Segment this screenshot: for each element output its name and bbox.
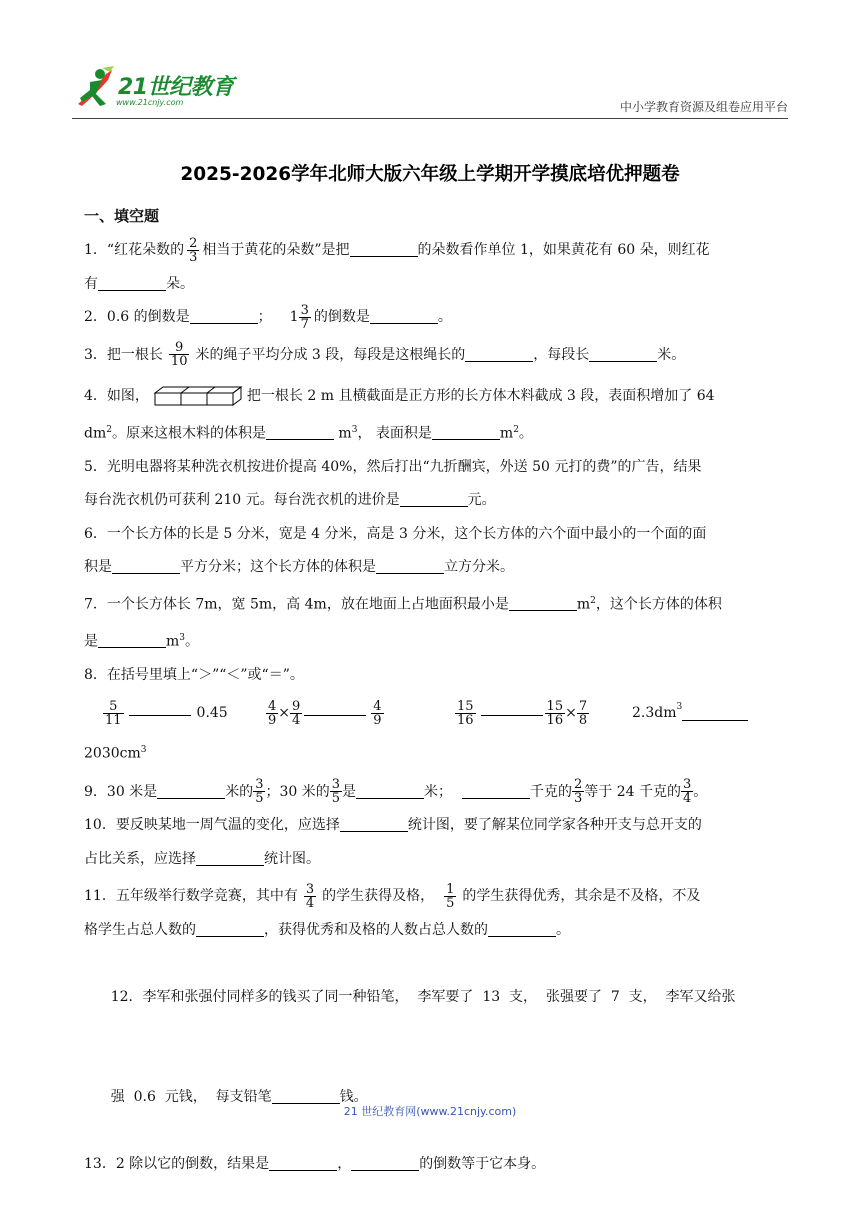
comparison-3 — [452, 697, 632, 731]
question-text: 的朵数看作单位 1，如果黄花有 60 朵，则红花 — [417, 242, 710, 258]
question-text: 格学生占总人数的 — [84, 921, 196, 938]
question-number: 9． — [84, 783, 107, 800]
question-text: ， — [337, 1156, 352, 1173]
footer-link[interactable]: 21 世纪教育网(www.21cnjy.com) — [343, 1105, 517, 1118]
answer-blank[interactable] — [196, 922, 264, 937]
answer-blank[interactable] — [462, 784, 530, 799]
question-4 — [84, 380, 778, 414]
answer-blank[interactable] — [356, 784, 424, 799]
question-number: 7． — [84, 596, 107, 613]
answer-blank[interactable] — [98, 633, 166, 648]
question-text: dm — [84, 425, 107, 442]
answer-blank[interactable] — [589, 347, 657, 362]
question-text: 的倒数等于它本身。 — [419, 1156, 546, 1173]
answer-blank[interactable] — [351, 1156, 419, 1171]
question-text: 。 — [518, 425, 533, 442]
question-9 — [84, 776, 778, 810]
question-number: 2． — [84, 309, 107, 325]
question-text: 钱。 — [339, 1089, 368, 1106]
answer-blank[interactable] — [370, 309, 438, 324]
answer-blank[interactable] — [682, 706, 748, 721]
question-list — [84, 204, 778, 1182]
question-text: 朵。 — [166, 275, 194, 292]
question-2 — [84, 301, 778, 335]
question-text: 0.6 的倒数是 — [106, 309, 190, 325]
answer-blank[interactable] — [266, 425, 334, 440]
superscript: 3 — [676, 701, 683, 712]
question-4-cont — [84, 414, 778, 451]
question-10-cont — [84, 843, 778, 877]
question-text: 千克的 — [530, 783, 573, 800]
question-text: 立方分米。 — [444, 559, 514, 576]
superscript: 3 — [351, 424, 358, 435]
question-10 — [84, 809, 778, 843]
question-text: 统计图。 — [264, 850, 320, 867]
page-title: 2025-2026学年北师大版六年级上学期开学摸底培优押题卷 — [180, 164, 680, 185]
answer-blank[interactable] — [432, 425, 500, 440]
fraction: $\frac{3}{5}$ — [255, 777, 264, 807]
question-text: 如图， — [106, 388, 149, 404]
fraction: $\frac{3}{5}$ — [331, 777, 341, 807]
question-text: 的学生获得优秀，其余是不及格，不及 — [462, 888, 701, 905]
question-text: 米的 — [225, 783, 254, 800]
superscript: 2 — [513, 424, 519, 435]
answer-blank[interactable] — [112, 559, 180, 574]
answer-blank[interactable] — [272, 1089, 340, 1104]
question-number: 13． — [84, 1156, 116, 1173]
answer-blank[interactable] — [488, 922, 556, 937]
fraction: $\frac{3}{7}$ — [300, 302, 309, 332]
question-text: 的学生获得及格， — [322, 888, 435, 905]
question-text: 的倒数是 — [313, 309, 370, 325]
question-text: 等于 24 千克的 — [584, 783, 682, 800]
question-text: 五年级举行数学竞赛，其中有 — [115, 888, 298, 905]
comparison-2 — [266, 697, 452, 731]
beam-diagram-icon — [153, 385, 243, 407]
fraction: $\frac{7}{8}$ — [578, 698, 588, 728]
comparison-4-cont — [84, 734, 778, 771]
question-text: 一个长方体的长是 5 分米，宽是 4 分米，高是 3 分米，这个长方体的六个面中最小的一个面的面 — [106, 525, 707, 542]
mixed-number-whole: 1 — [289, 309, 299, 325]
question-6-cont — [84, 551, 778, 585]
question-number: 11． — [84, 888, 116, 905]
question-text: 30 米是 — [106, 783, 158, 800]
comparison-row — [84, 692, 778, 734]
question-11-cont — [84, 914, 778, 948]
question-text: ，这个长方体的体积 — [595, 596, 722, 613]
question-number: 4． — [84, 388, 107, 404]
question-text: 把一根长 2 m 且横截面是正方形的长方体木料截成 3 段，表面积增加了 64 — [246, 388, 715, 404]
question-text: 有 — [84, 275, 98, 292]
question-number: 1． — [84, 242, 107, 258]
question-text: 占比关系，应选择 — [84, 850, 196, 867]
question-1-cont — [84, 268, 778, 302]
answer-blank[interactable] — [350, 242, 418, 257]
answer-blank[interactable] — [269, 1156, 337, 1171]
question-text: ，获得优秀和及格的人数占总人数的 — [264, 921, 488, 938]
fraction: $\frac{15}{16}$ — [457, 698, 474, 728]
question-text: 要反映某地一周气温的变化，应选择 — [115, 817, 340, 834]
question-text: 元。 — [467, 492, 496, 509]
question-text: 统计图，要了解某位同学家各种开支与总开支的 — [407, 817, 702, 834]
fraction: $\frac{3}{4}$ — [683, 777, 692, 807]
comparison-value: 0.45 — [196, 704, 228, 721]
question-text: 。 — [693, 783, 708, 800]
question-text: 是 — [342, 783, 357, 800]
question-text: m — [499, 425, 514, 442]
question-7-cont — [84, 622, 778, 659]
question-text: ；30 米的 — [265, 783, 330, 800]
superscript: 3 — [140, 745, 147, 756]
header-divider — [72, 118, 788, 119]
question-5 — [84, 451, 778, 485]
question-text: ， 表面积是 — [357, 425, 432, 442]
question-text: 积是 — [84, 559, 112, 576]
superscript: 2 — [106, 424, 112, 435]
fraction: $\frac{5}{11}$ — [105, 698, 122, 728]
logo[interactable] — [72, 62, 262, 114]
fraction: $\frac{9}{4}$ — [292, 698, 301, 728]
question-text: 是 — [84, 633, 98, 650]
question-text: 米； — [424, 783, 453, 800]
fraction: $\frac{1}{5}$ — [446, 881, 455, 911]
question-text: 平方分米；这个长方体的体积是 — [180, 559, 376, 576]
question-text: ； — [257, 309, 272, 325]
comparison-4 — [632, 697, 748, 731]
question-12-cont — [84, 1048, 778, 1149]
answer-blank[interactable] — [190, 309, 258, 324]
fraction: $\frac{2}{3}$ — [574, 777, 583, 807]
question-text: 。 — [185, 633, 200, 650]
question-8 — [84, 659, 778, 693]
question-1 — [84, 234, 778, 268]
fraction: $\frac{2}{3}$ — [189, 235, 198, 265]
question-text: 米的绳子平均分成 3 段，每段是这根绳长的 — [195, 346, 466, 363]
header — [72, 62, 788, 114]
question-text: “红花朵数的 — [106, 242, 185, 258]
question-text: ，每段长 — [533, 346, 590, 363]
answer-blank[interactable] — [340, 817, 408, 832]
answer-blank[interactable] — [129, 715, 191, 716]
question-text: 。原来这根木料的体积是 — [111, 425, 266, 442]
question-text: 每台洗衣机仍可获利 210 元。每台洗衣机的进价是 — [84, 492, 400, 509]
question-12 — [84, 947, 778, 1048]
question-text: m — [576, 596, 591, 613]
answer-blank[interactable] — [481, 715, 543, 716]
question-text: 把一根长 — [106, 346, 163, 363]
question-text: 2 除以它的倒数，结果是 — [115, 1156, 270, 1173]
fraction: $\frac{15}{16}$ — [546, 698, 564, 728]
fraction: $\frac{9}{10}$ — [170, 340, 188, 369]
question-text: m — [166, 633, 180, 650]
question-number: 5． — [84, 458, 107, 475]
fraction: $\frac{4}{9}$ — [373, 698, 382, 728]
question-text: m — [333, 425, 352, 442]
logo-text: 21世纪教育 — [118, 75, 234, 100]
question-number: 6． — [84, 525, 107, 542]
question-text: 在括号里填上“＞”“＜”或“＝”。 — [106, 666, 304, 683]
question-number: 8． — [84, 666, 107, 683]
question-11 — [84, 880, 778, 914]
answer-blank[interactable] — [465, 347, 533, 362]
question-text: 。 — [556, 921, 570, 938]
fraction: $\frac{4}{9}$ — [268, 698, 277, 728]
wood-beam-figure — [153, 385, 243, 407]
answer-blank[interactable] — [157, 784, 225, 799]
question-6 — [84, 518, 778, 552]
question-text: 光明电器将某种洗衣机按进价提高 40%，然后打出“九折酬宾，外送 50 元打的费”的广告，结果 — [106, 458, 702, 475]
comparison-1 — [100, 697, 250, 731]
question-3 — [84, 339, 778, 373]
answer-blank[interactable] — [196, 851, 264, 866]
question-text: 李军和张强付同样多的钱买了同一种铅笔， 李军要了 13 支， 张强要了 7 支， 李军又给张 — [142, 988, 736, 1005]
superscript: 2 — [590, 595, 596, 606]
times-sign: × — [278, 704, 291, 721]
question-13 — [84, 1148, 778, 1182]
question-number: 12． — [110, 988, 143, 1005]
comparison-value: 2.3dm — [632, 704, 677, 721]
question-text: 一个长方体长 7m，宽 5m，高 4m，放在地面上占地面积最小是 — [106, 596, 509, 613]
question-text: 强 0.6 元钱， 每支铅笔 — [110, 1089, 272, 1106]
answer-blank[interactable] — [400, 492, 468, 507]
comparison-value: 2030cm — [84, 746, 141, 763]
answer-blank[interactable] — [376, 559, 444, 574]
answer-blank[interactable] — [509, 596, 577, 611]
question-number: 10． — [84, 817, 116, 834]
question-text: 。 — [437, 309, 452, 325]
runner-logo-icon — [72, 64, 118, 114]
answer-blank[interactable] — [98, 276, 166, 291]
fraction: $\frac{3}{4}$ — [305, 881, 315, 911]
section-title: 一、填空题 — [84, 207, 160, 225]
question-text: 米。 — [657, 346, 686, 363]
question-text: 相当于黄花的朵数”是把 — [202, 242, 350, 258]
question-5-cont — [84, 484, 778, 518]
logo-url: www.21cnjy.com — [116, 98, 184, 107]
question-number: 3． — [84, 346, 107, 363]
question-7 — [84, 585, 778, 622]
platform-label: 中小学教育资源及组卷应用平台 — [619, 100, 788, 114]
superscript: 3 — [179, 632, 186, 643]
times-sign: × — [565, 704, 577, 721]
answer-blank[interactable] — [304, 715, 366, 716]
